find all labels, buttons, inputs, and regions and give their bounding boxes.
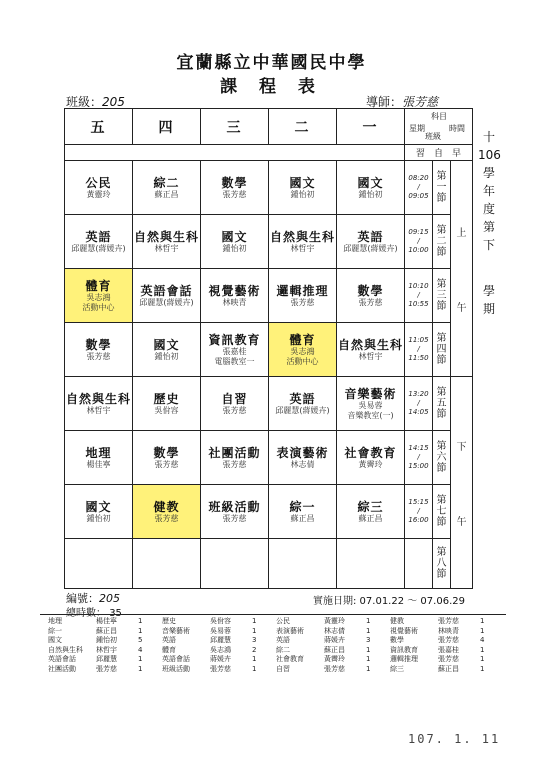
summary-teacher: 邱麗慧 bbox=[210, 636, 231, 645]
ampm-char: 上 bbox=[456, 227, 467, 239]
morning-label bbox=[451, 161, 473, 377]
summary-teacher: 蘇正昌 bbox=[438, 664, 459, 673]
time-separator: / bbox=[417, 291, 420, 299]
subject-name: 班級活動 bbox=[208, 499, 261, 514]
period-row bbox=[65, 215, 473, 269]
class-value: 205 bbox=[102, 95, 125, 109]
semester-char: 年 bbox=[482, 184, 495, 198]
period-start: 13:20 bbox=[408, 390, 429, 398]
class-cell bbox=[133, 539, 201, 589]
period-name: 第五節 bbox=[436, 387, 447, 420]
period-end: 16:00 bbox=[408, 516, 429, 524]
summary-hours: 1 bbox=[366, 645, 371, 654]
room-name: 電腦教室一 bbox=[214, 356, 255, 366]
period-row bbox=[65, 323, 473, 377]
class-cell bbox=[201, 431, 269, 485]
subject-name: 國文 bbox=[289, 175, 316, 190]
teacher-name: 張芳慈 bbox=[290, 297, 315, 307]
summary-hours: 1 bbox=[480, 655, 485, 664]
summary-teacher: 林志倩 bbox=[324, 626, 345, 635]
time-separator: / bbox=[417, 237, 420, 245]
period-row bbox=[65, 539, 473, 589]
summary-subject: 英語 bbox=[162, 636, 176, 645]
teacher-name: 張芳慈 bbox=[154, 459, 179, 469]
semester-char: 下 bbox=[482, 238, 495, 252]
corner-c: 班級 bbox=[425, 131, 441, 141]
summary-teacher: 張芳慈 bbox=[324, 664, 345, 673]
period-label bbox=[433, 539, 451, 589]
summary-teacher: 張芳慈 bbox=[210, 664, 231, 673]
subject-name: 國文 bbox=[153, 337, 180, 352]
teacher-name: 林哲宇 bbox=[86, 405, 111, 415]
period-label bbox=[433, 485, 451, 539]
teacher-name: 林哲宇 bbox=[358, 351, 383, 361]
summary-teacher: 黃靈玲 bbox=[324, 617, 345, 625]
subject-name: 社團活動 bbox=[208, 445, 261, 460]
period-start: 10:10 bbox=[408, 282, 429, 290]
summary-row bbox=[48, 617, 504, 627]
period-start: 11:05 bbox=[408, 336, 429, 344]
class-cell bbox=[269, 485, 337, 539]
class-cell bbox=[337, 269, 405, 323]
class-cell bbox=[201, 323, 269, 377]
summary-subject: 資訊教育 bbox=[390, 645, 418, 654]
subject-name: 綜一 bbox=[289, 499, 316, 514]
corner-d: 時間 bbox=[449, 123, 465, 133]
period-time bbox=[405, 215, 433, 269]
teacher-name: 吳志鴻 bbox=[86, 292, 111, 302]
teacher-name: 張芳慈 bbox=[154, 513, 179, 523]
period-label bbox=[433, 377, 451, 431]
class-cell bbox=[337, 485, 405, 539]
class-cell bbox=[65, 485, 133, 539]
subject-name: 綜二 bbox=[153, 175, 180, 190]
class-cell bbox=[133, 431, 201, 485]
period-end: 10:55 bbox=[408, 300, 429, 308]
class-cell bbox=[337, 215, 405, 269]
summary-hours: 2 bbox=[252, 645, 257, 654]
subject-name: 自然與生科 bbox=[65, 391, 131, 406]
subject-name: 數學 bbox=[153, 445, 180, 460]
subject-name: 體育 bbox=[85, 278, 112, 293]
class-cell bbox=[133, 323, 201, 377]
teacher-name: 蘇正昌 bbox=[290, 513, 315, 523]
summary-subject: 社團活動 bbox=[48, 664, 76, 673]
teacher-name: 鍾怡初 bbox=[290, 189, 315, 199]
period-start: 14:15 bbox=[408, 444, 429, 452]
summary-subject: 體育 bbox=[162, 645, 176, 654]
class-cell bbox=[337, 161, 405, 215]
class-cell bbox=[337, 323, 405, 377]
summary-subject: 邏輯推理 bbox=[390, 655, 418, 664]
corner-b: 科目 bbox=[431, 111, 447, 121]
period-time bbox=[405, 431, 433, 485]
summary-hours: 1 bbox=[366, 617, 371, 625]
period-time bbox=[405, 161, 433, 215]
summary-hours: 1 bbox=[366, 626, 371, 635]
morning-row bbox=[65, 145, 473, 161]
room-name: 活動中心 bbox=[286, 356, 319, 366]
teacher-name: 張芳慈 bbox=[222, 513, 247, 523]
class-cell bbox=[65, 269, 133, 323]
period-row bbox=[65, 269, 473, 323]
subject-name: 自然與生科 bbox=[269, 229, 335, 244]
day-header: 三 bbox=[201, 109, 269, 145]
period-name: 第四節 bbox=[436, 333, 447, 366]
summary-teacher: 吳易蓉 bbox=[210, 626, 231, 635]
teacher-name: 鍾怡初 bbox=[358, 189, 383, 199]
summary-subject: 社會教育 bbox=[276, 655, 304, 664]
class-cell bbox=[65, 323, 133, 377]
subject-name: 健教 bbox=[153, 499, 180, 514]
semester-char: 十 bbox=[482, 130, 495, 144]
period-time bbox=[405, 539, 433, 589]
ampm-char: 下 bbox=[456, 441, 467, 453]
room-name: 音樂教室(一) bbox=[347, 410, 394, 420]
summary-subject: 綜一 bbox=[48, 626, 62, 635]
teacher-name: 吳佾容 bbox=[154, 405, 179, 415]
ampm-char: 午 bbox=[456, 516, 467, 528]
summary-hours: 1 bbox=[252, 626, 257, 635]
summary-hours: 1 bbox=[252, 664, 257, 673]
summary-teacher: 林映青 bbox=[438, 626, 459, 635]
summary-hours: 1 bbox=[138, 664, 143, 673]
hours-label: 總時數： bbox=[66, 608, 106, 619]
mentor-value: 張芳慈 bbox=[402, 95, 439, 109]
teacher-name: 蘇正昌 bbox=[358, 513, 383, 523]
teacher-name: 楊佳寧 bbox=[86, 459, 111, 469]
teacher-name: 邱麗慧(蔣媛卉) bbox=[343, 243, 398, 253]
class-cell bbox=[201, 539, 269, 589]
summary-subject: 健教 bbox=[390, 617, 404, 625]
period-name: 第八節 bbox=[436, 547, 447, 580]
semester-char: 第 bbox=[482, 220, 495, 234]
subject-name: 資訊教育 bbox=[208, 332, 261, 347]
semester-char: 度 bbox=[482, 202, 495, 216]
period-label bbox=[433, 269, 451, 323]
summary-subject: 國文 bbox=[48, 636, 62, 645]
day-header: 四 bbox=[133, 109, 201, 145]
summary-subject: 表演藝術 bbox=[276, 626, 304, 635]
corner-header bbox=[405, 109, 473, 145]
code-value: 205 bbox=[99, 592, 120, 605]
teacher-name: 張芳慈 bbox=[358, 297, 383, 307]
corner-a: 星期 bbox=[409, 123, 425, 133]
teacher-summary bbox=[48, 617, 504, 675]
summary-teacher: 楊佳寧 bbox=[96, 617, 117, 625]
subject-name: 社會教育 bbox=[344, 445, 397, 460]
day-header-row bbox=[65, 109, 473, 145]
class-cell bbox=[269, 269, 337, 323]
subject-name: 自然與生科 bbox=[337, 337, 403, 352]
afternoon-label bbox=[451, 377, 473, 589]
teacher-name: 林映青 bbox=[222, 297, 247, 307]
summary-subject: 班級活動 bbox=[162, 664, 190, 673]
subject-name: 數學 bbox=[221, 175, 248, 190]
semester-char: 106 bbox=[478, 148, 501, 162]
subject-name: 邏輯推理 bbox=[276, 283, 329, 298]
summary-hours: 1 bbox=[366, 664, 371, 673]
time-separator: / bbox=[417, 345, 420, 353]
period-row bbox=[65, 431, 473, 485]
subject-name: 表演藝術 bbox=[276, 445, 329, 460]
period-label bbox=[433, 431, 451, 485]
period-name: 第六節 bbox=[436, 441, 447, 474]
semester-vertical bbox=[478, 128, 500, 318]
period-end: 14:05 bbox=[408, 408, 429, 416]
teacher-name: 吳志鴻 bbox=[290, 346, 315, 356]
teacher-name: 張芳慈 bbox=[86, 351, 111, 361]
class-cell bbox=[337, 539, 405, 589]
summary-teacher: 林哲宇 bbox=[96, 645, 117, 654]
subject-name: 視覺藝術 bbox=[208, 283, 261, 298]
class-cell bbox=[269, 539, 337, 589]
period-name: 第二節 bbox=[436, 225, 447, 258]
summary-subject: 音樂藝術 bbox=[162, 626, 190, 635]
class-cell bbox=[133, 269, 201, 323]
summary-teacher: 吳佾容 bbox=[210, 617, 231, 625]
summary-teacher: 張芳慈 bbox=[438, 617, 459, 625]
class-cell bbox=[65, 215, 133, 269]
summary-teacher: 張芳慈 bbox=[96, 664, 117, 673]
subject-name: 英語 bbox=[357, 229, 384, 244]
time-separator: / bbox=[417, 453, 420, 461]
summary-hours: 1 bbox=[138, 617, 143, 625]
summary-hours: 1 bbox=[480, 645, 485, 654]
teacher-name: 黃靈玲 bbox=[86, 189, 111, 199]
class-cell bbox=[269, 161, 337, 215]
class-cell bbox=[269, 377, 337, 431]
ampm-char: 午 bbox=[456, 302, 467, 314]
school-title: 宜蘭縣立中華國民中學 bbox=[176, 53, 367, 73]
period-end: 15:00 bbox=[408, 462, 429, 470]
teacher-name: 邱麗慧(蔣媛卉) bbox=[275, 405, 330, 415]
summary-subject: 綜二 bbox=[276, 645, 290, 654]
summary-subject: 自習 bbox=[276, 664, 290, 673]
teacher-name: 林哲宇 bbox=[290, 243, 315, 253]
teacher-name: 林哲宇 bbox=[154, 243, 179, 253]
summary-teacher: 蔣媛卉 bbox=[324, 636, 345, 645]
teacher-name: 邱麗慧(蔣媛卉) bbox=[139, 297, 194, 307]
class-cell bbox=[201, 215, 269, 269]
subject-name: 歷史 bbox=[153, 391, 180, 406]
date-stamp: 107. 1. 11 bbox=[408, 732, 501, 746]
summary-row bbox=[48, 665, 504, 675]
semester-char: 學 bbox=[482, 284, 495, 298]
class-cell bbox=[201, 377, 269, 431]
period-name: 第七節 bbox=[436, 495, 447, 528]
summary-hours: 1 bbox=[366, 655, 371, 664]
summary-subject: 英語 bbox=[276, 636, 290, 645]
teacher-name: 張芳慈 bbox=[222, 405, 247, 415]
code-label: 編號： bbox=[66, 592, 99, 605]
class-label: 班級： bbox=[66, 95, 103, 109]
summary-hours: 1 bbox=[252, 617, 257, 625]
summary-teacher: 張嘉桂 bbox=[438, 645, 459, 654]
time-separator: / bbox=[417, 507, 420, 515]
period-time bbox=[405, 377, 433, 431]
class-cell bbox=[269, 323, 337, 377]
subject-name: 國文 bbox=[85, 499, 112, 514]
period-label bbox=[433, 215, 451, 269]
summary-subject: 視覺藝術 bbox=[390, 626, 418, 635]
summary-teacher: 蘇正昌 bbox=[96, 626, 117, 635]
class-cell bbox=[65, 377, 133, 431]
mentor-label: 導師： bbox=[366, 95, 403, 109]
schedule-subtitle: 課 程 表 bbox=[220, 77, 323, 97]
class-cell bbox=[133, 485, 201, 539]
summary-teacher: 張芳慈 bbox=[438, 636, 459, 645]
class-cell bbox=[65, 161, 133, 215]
summary-hours: 1 bbox=[480, 626, 485, 635]
summary-subject: 地理 bbox=[48, 617, 62, 625]
summary-teacher: 蘇正昌 bbox=[324, 645, 345, 654]
subject-name: 自然與生科 bbox=[133, 229, 199, 244]
subject-name: 公民 bbox=[85, 175, 112, 190]
summary-subject: 綜三 bbox=[390, 664, 404, 673]
class-cell bbox=[133, 215, 201, 269]
time-separator: / bbox=[417, 399, 420, 407]
teacher-name: 吳易蓉 bbox=[358, 400, 383, 410]
semester-char: 學 bbox=[482, 166, 495, 180]
teacher-name: 邱麗慧(蔣媛卉) bbox=[71, 243, 126, 253]
teacher-name: 張芳慈 bbox=[222, 189, 247, 199]
summary-teacher: 吳志鴻 bbox=[210, 645, 231, 654]
period-name: 第三節 bbox=[436, 279, 447, 312]
subject-name: 英語會話 bbox=[140, 283, 193, 298]
period-time bbox=[405, 323, 433, 377]
hours-value: 35 bbox=[109, 608, 122, 619]
teacher-name: 鍾怡初 bbox=[154, 351, 179, 361]
summary-hours: 1 bbox=[252, 655, 257, 664]
subject-name: 國文 bbox=[357, 175, 384, 190]
summary-hours: 3 bbox=[366, 636, 371, 645]
subject-name: 綜三 bbox=[357, 499, 384, 514]
subject-name: 數學 bbox=[357, 283, 384, 298]
period-info: 實施日期: 07.01.22 ～ 07.06.29 bbox=[313, 596, 465, 607]
day-header: 二 bbox=[269, 109, 337, 145]
class-cell bbox=[269, 431, 337, 485]
summary-hours: 1 bbox=[480, 617, 485, 625]
class-cell bbox=[337, 377, 405, 431]
summary-subject: 英語會話 bbox=[48, 655, 76, 664]
class-cell bbox=[269, 215, 337, 269]
morning-blank bbox=[65, 145, 405, 161]
summary-hours: 4 bbox=[138, 645, 143, 654]
class-cell bbox=[201, 269, 269, 323]
period-time bbox=[405, 485, 433, 539]
subject-name: 英語 bbox=[85, 229, 112, 244]
teacher-name: 黃霽玲 bbox=[358, 459, 383, 469]
summary-teacher: 張芳慈 bbox=[438, 655, 459, 664]
summary-teacher: 鍾怡初 bbox=[96, 636, 117, 645]
subject-name: 自習 bbox=[221, 391, 248, 406]
teacher-name: 林志倩 bbox=[290, 459, 315, 469]
summary-hours: 1 bbox=[480, 664, 485, 673]
day-header: 五 bbox=[65, 109, 133, 145]
period-start: 15:15 bbox=[408, 498, 429, 506]
schedule-table bbox=[64, 108, 473, 589]
summary-hours: 4 bbox=[480, 636, 485, 645]
summary-hours: 1 bbox=[138, 655, 143, 664]
summary-subject: 歷史 bbox=[162, 617, 176, 625]
summary-subject: 自然與生科 bbox=[48, 645, 83, 654]
period-row bbox=[65, 485, 473, 539]
class-cell bbox=[133, 161, 201, 215]
summary-hours: 3 bbox=[252, 636, 257, 645]
summary-subject: 英語會話 bbox=[162, 655, 190, 664]
teacher-name: 蘇正昌 bbox=[154, 189, 179, 199]
summary-subject: 數學 bbox=[390, 636, 404, 645]
class-cell bbox=[65, 431, 133, 485]
teacher-name: 鍾怡初 bbox=[86, 513, 111, 523]
summary-hours: 5 bbox=[138, 636, 143, 645]
summary-hours: 1 bbox=[138, 626, 143, 635]
subject-name: 國文 bbox=[221, 229, 248, 244]
summary-row bbox=[48, 655, 504, 665]
class-cell bbox=[201, 485, 269, 539]
teacher-name: 張嘉桂 bbox=[222, 346, 247, 356]
period-end: 10:00 bbox=[408, 246, 429, 254]
divider bbox=[40, 614, 506, 615]
subject-name: 英語 bbox=[289, 391, 316, 406]
summary-row bbox=[48, 646, 504, 656]
period-end: 11:50 bbox=[408, 354, 429, 362]
summary-teacher: 黃霽玲 bbox=[324, 655, 345, 664]
period-label bbox=[433, 161, 451, 215]
period-start: 08:20 bbox=[408, 174, 429, 182]
summary-subject: 公民 bbox=[276, 617, 290, 625]
subject-name: 地理 bbox=[85, 445, 112, 460]
time-separator: / bbox=[417, 183, 420, 191]
period-end: 09:05 bbox=[408, 192, 429, 200]
subject-name: 音樂藝術 bbox=[344, 386, 397, 401]
subject-name: 數學 bbox=[85, 337, 112, 352]
class-cell bbox=[65, 539, 133, 589]
teacher-name: 張芳慈 bbox=[222, 459, 247, 469]
semester-char: 期 bbox=[482, 302, 495, 316]
summary-teacher: 邱麗慧 bbox=[96, 655, 117, 664]
period-label bbox=[433, 323, 451, 377]
room-name: 活動中心 bbox=[82, 302, 115, 312]
period-row bbox=[65, 161, 473, 215]
class-cell bbox=[337, 431, 405, 485]
subject-name: 體育 bbox=[289, 332, 316, 347]
summary-row bbox=[48, 636, 504, 646]
summary-row bbox=[48, 627, 504, 637]
period-start: 09:15 bbox=[408, 228, 429, 236]
period-name: 第一節 bbox=[436, 171, 447, 204]
class-cell bbox=[133, 377, 201, 431]
period-time bbox=[405, 269, 433, 323]
teacher-name: 鍾怡初 bbox=[222, 243, 247, 253]
class-cell bbox=[201, 161, 269, 215]
period-row bbox=[65, 377, 473, 431]
morning-self-study: 習 自 早 bbox=[405, 145, 473, 161]
summary-teacher: 蔣媛卉 bbox=[210, 655, 231, 664]
day-header: 一 bbox=[337, 109, 405, 145]
